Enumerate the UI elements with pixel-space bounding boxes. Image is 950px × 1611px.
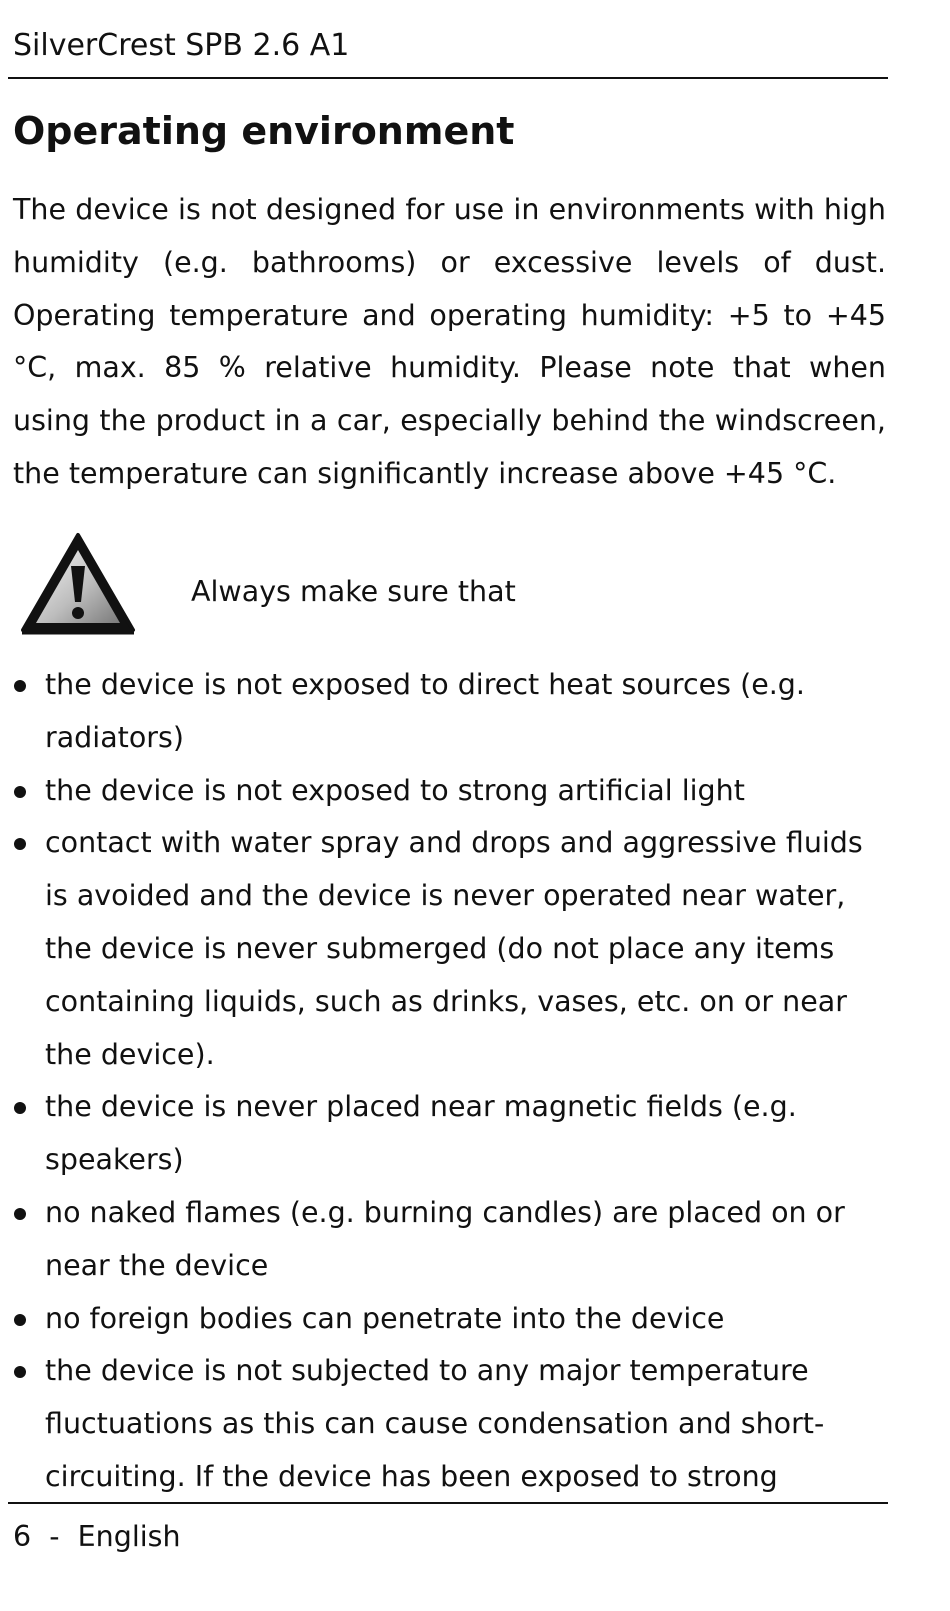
bullet-icon: [14, 1102, 26, 1114]
bullet-icon: [14, 838, 26, 850]
section-heading: Operating environment: [13, 109, 515, 153]
warning-intro-text: Always make sure that: [191, 575, 516, 608]
list-item: [0, 1187, 880, 1293]
list-item: [0, 817, 880, 1081]
list-item: [0, 659, 880, 765]
list-item-text: contact with water spray and drops and aggressive fluids is avoided and the device is never operated near water, the device is never submerged (do not place any items containing liquids, such as drinks, vases, etc. on or near the device).: [45, 826, 863, 1071]
list-item-text: the device is not exposed to direct heat sources (e.g. radiators): [45, 668, 805, 754]
page-footer: 6 - English: [13, 1520, 181, 1553]
list-item-text: the device is not subjected to any major temperature fluctuations as this can cause condensation and short-circuiting. If the device has been exposed to strong: [45, 1354, 825, 1493]
list-item-text: no foreign bodies can penetrate into the device: [45, 1301, 725, 1335]
list-item: [0, 1293, 880, 1346]
footer-divider: [8, 1502, 888, 1504]
list-item: [0, 1081, 880, 1187]
header-divider: [8, 77, 888, 79]
list-item-text: the device is not exposed to strong artificial light: [45, 773, 745, 807]
bullet-icon: [14, 786, 26, 798]
list-item: [0, 765, 880, 818]
bullet-icon: [14, 1366, 26, 1378]
warning-triangle-icon: [18, 530, 138, 638]
precautions-list: [0, 659, 880, 1504]
list-item-text: no naked flames (e.g. burning candles) are placed on or near the device: [45, 1195, 845, 1282]
list-item-text: the device is never placed near magnetic fields (e.g. speakers): [45, 1090, 797, 1177]
page-header-title: SilverCrest SPB 2.6 A1: [13, 28, 350, 63]
operating-environment-paragraph: The device is not designed for use in environments with high humidity (e.g. bathrooms) or excessive levels of dust. Operating temperature and operating humidity: +5 to +45 °C, max. 85 % relative humidity. Please note that when using the product in a car, especially behind the windscreen, the temperature can significantly increase above +45 °C.: [13, 193, 886, 490]
bullet-icon: [14, 1314, 26, 1326]
bullet-icon: [14, 680, 26, 692]
bullet-icon: [14, 1208, 26, 1220]
list-item: [0, 1345, 880, 1503]
